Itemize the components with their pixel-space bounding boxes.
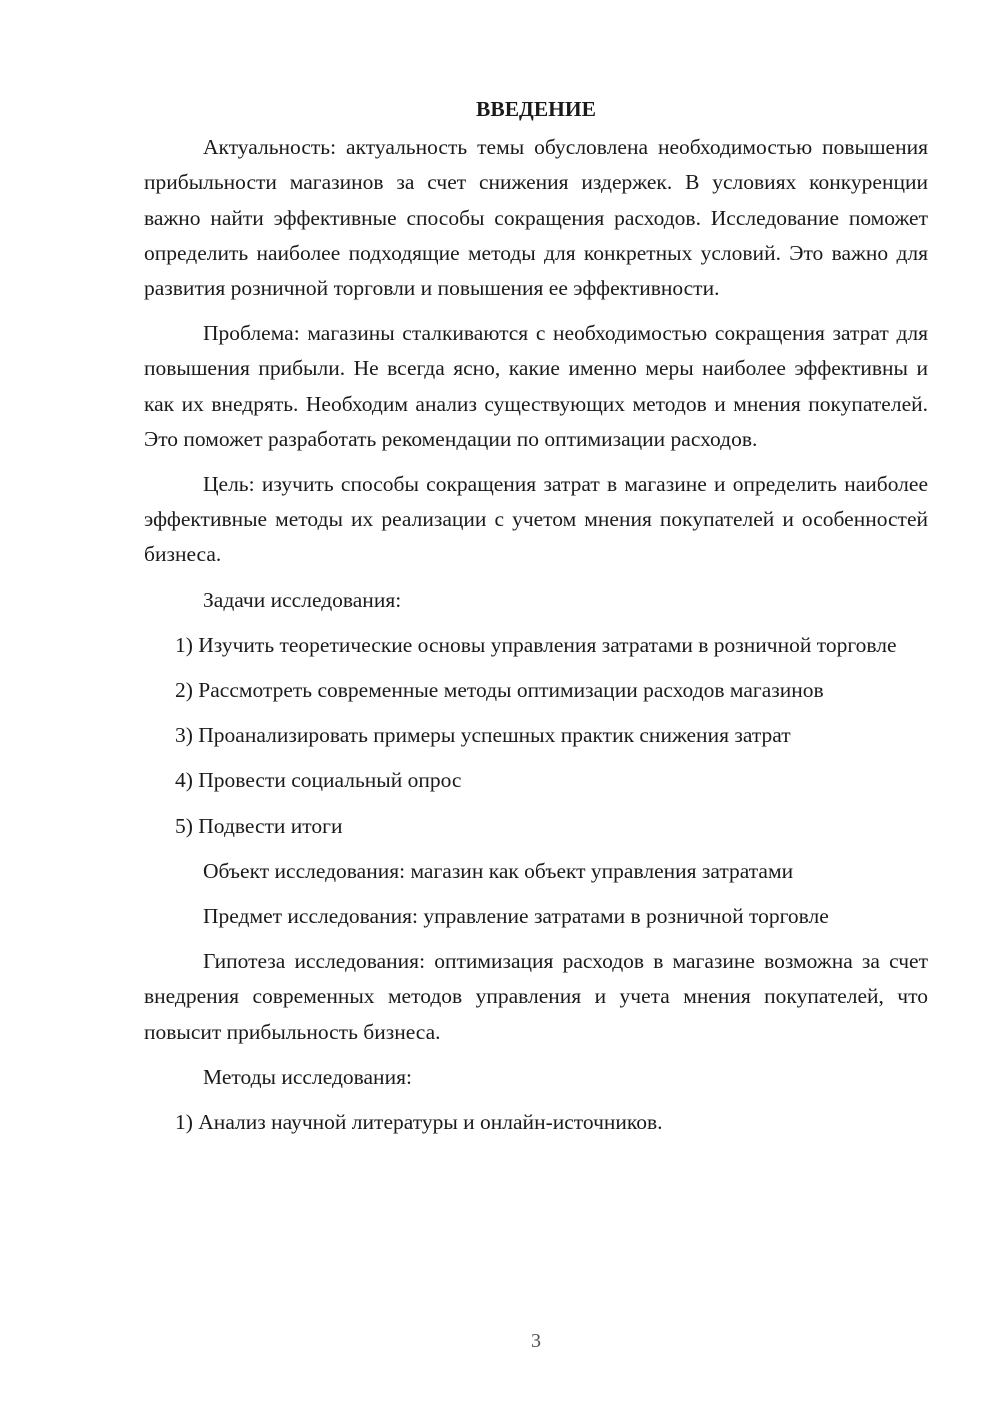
paragraph-relevance: Актуальность: актуальность темы обусловлена необходимостью повышения прибыльности магазинов за счет снижения издержек. В условиях конкуренции важно найти эффективные способы сокращения расходов. Исследование поможет определить наиболее подходящие методы для конкретных условий. Это важно для развития розничной торговли и повышения ее эффективности. bbox=[144, 135, 928, 301]
task-item-2: 2) Рассмотреть современные методы оптимизации расходов магазинов bbox=[175, 678, 824, 703]
task-item-4: 4) Провести социальный опрос bbox=[175, 768, 462, 793]
method-item-1: 1) Анализ научной литературы и онлайн-источников. bbox=[175, 1110, 663, 1135]
task-item-3: 3) Проанализировать примеры успешных практик снижения затрат bbox=[175, 723, 791, 748]
paragraph-hypothesis: Гипотеза исследования: оптимизация расходов в магазине возможна за счет внедрения современных методов управления и учета мнения покупателей, что повысит прибыльность бизнеса. bbox=[144, 949, 928, 1044]
page-content bbox=[144, 92, 928, 1150]
methods-heading: Методы исследования: bbox=[203, 1064, 412, 1089]
task-item-5: 5) Подвести итоги bbox=[175, 813, 343, 838]
paragraph-problem: Проблема: магазины сталкиваются с необходимостью сокращения затрат для повышения прибыли. Не всегда ясно, какие именно меры наиболее эффективны и как их внедрять. Необходим анализ существующих методов и мнения покупателей. Это поможет разработать рекомендации по оптимизации расходов. bbox=[144, 321, 928, 451]
paragraph-subject: Предмет исследования: управление затратами в розничной торговле bbox=[203, 904, 829, 929]
tasks-heading: Задачи исследования: bbox=[203, 587, 402, 612]
task-item-1: 1) Изучить теоретические основы управления затратами в розничной торговле bbox=[175, 632, 897, 657]
page-number: 3 bbox=[531, 1330, 541, 1352]
page-title: ВВЕДЕНИЕ bbox=[476, 97, 596, 121]
paragraph-goal: Цель: изучить способы сокращения затрат в магазине и определить наиболее эффективные методы их реализации с учетом мнения покупателей и особенностей бизнеса. bbox=[144, 472, 928, 567]
paragraph-object: Объект исследования: магазин как объект управления затратами bbox=[203, 858, 794, 883]
